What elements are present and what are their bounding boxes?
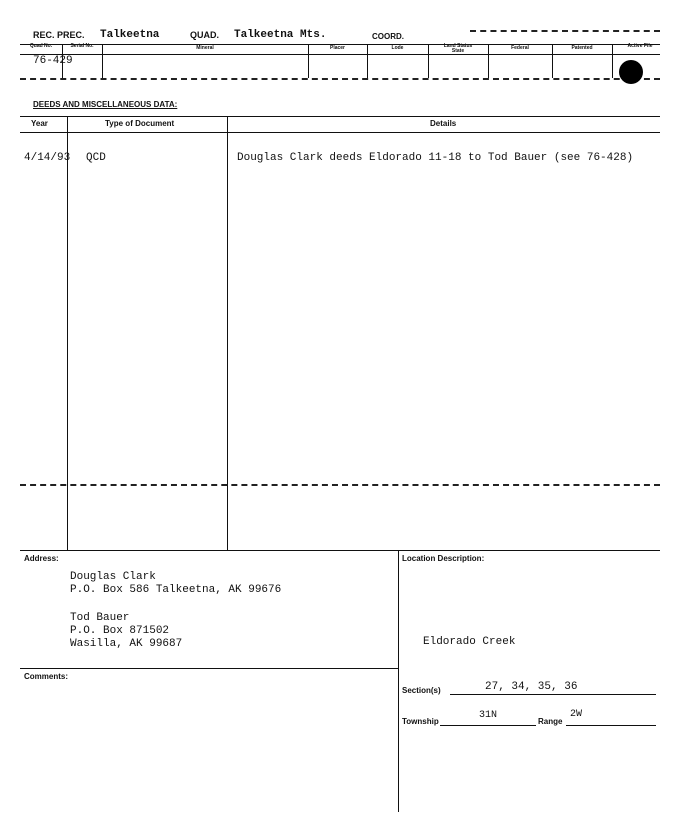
header-dash-top [470, 30, 660, 32]
range-value: 2W [570, 709, 583, 720]
township-value: 31N [479, 710, 498, 721]
lode-label: Lode [391, 45, 404, 51]
quad-value: Talkeetna Mts. [234, 29, 327, 41]
deeds-line-header [20, 132, 660, 133]
sections-underline [450, 694, 656, 695]
header-dash-bottom [20, 78, 660, 80]
range-underline [566, 725, 656, 726]
sections-value: 27, 34, 35, 36 [485, 681, 578, 693]
patented-label: Patented [571, 45, 593, 51]
col-type: Type of Document [105, 119, 175, 128]
address-line: Douglas Clark [70, 571, 156, 583]
location-description-label: Location Description: [402, 554, 485, 563]
header-divider [428, 44, 429, 78]
range-label: Range [538, 717, 563, 726]
federal-label: Federal [511, 45, 529, 51]
quad-serial-value: 76-429 [33, 55, 73, 67]
address-location-divider [398, 550, 399, 812]
header-divider [612, 44, 613, 78]
address-label: Address: [24, 554, 59, 563]
township-underline [440, 725, 536, 726]
active-file-label: Active File [627, 43, 653, 49]
sections-label: Section(s) [402, 686, 441, 695]
punch-hole-icon [619, 60, 643, 84]
comments-line-top [20, 668, 398, 669]
location-description-value: Eldorado Creek [423, 636, 516, 648]
deeds-line-top [20, 116, 660, 117]
col-year: Year [31, 119, 48, 128]
rec-prec-value: Talkeetna [100, 29, 160, 41]
row-year: 4/14/93 [24, 152, 71, 164]
row-type: QCD [86, 152, 106, 164]
land-status-state-label: Land Status State [443, 43, 473, 54]
deeds-line-bottom [20, 550, 660, 551]
address-line: P.O. Box 871502 [70, 625, 170, 637]
mineral-label: Mineral [196, 45, 214, 51]
township-label: Township [402, 717, 439, 726]
coord-label: COORD. [372, 32, 404, 41]
quad-label: QUAD. [190, 30, 219, 40]
rec-prec-label: REC. PREC. [33, 30, 85, 40]
deeds-section-title: DEEDS AND MISCELLANEOUS DATA: [33, 100, 178, 109]
comments-label: Comments: [24, 672, 69, 681]
address-line: Wasilla, AK 99687 [70, 638, 183, 650]
address-line: Tod Bauer [70, 612, 130, 624]
placer-label: Placer [329, 45, 345, 51]
quad-no-label: Quad No. [29, 43, 53, 49]
header-line-mid [20, 54, 660, 55]
serial-no-label: Serial No. [70, 43, 94, 49]
deeds-dash-line [20, 484, 660, 486]
row-details: Douglas Clark deeds Eldorado 11-18 to Tod Bauer (see 76-428) [237, 152, 634, 164]
col-details: Details [430, 119, 457, 128]
header-divider [488, 44, 489, 78]
address-line: P.O. Box 586 Talkeetna, AK 99676 [70, 584, 282, 596]
